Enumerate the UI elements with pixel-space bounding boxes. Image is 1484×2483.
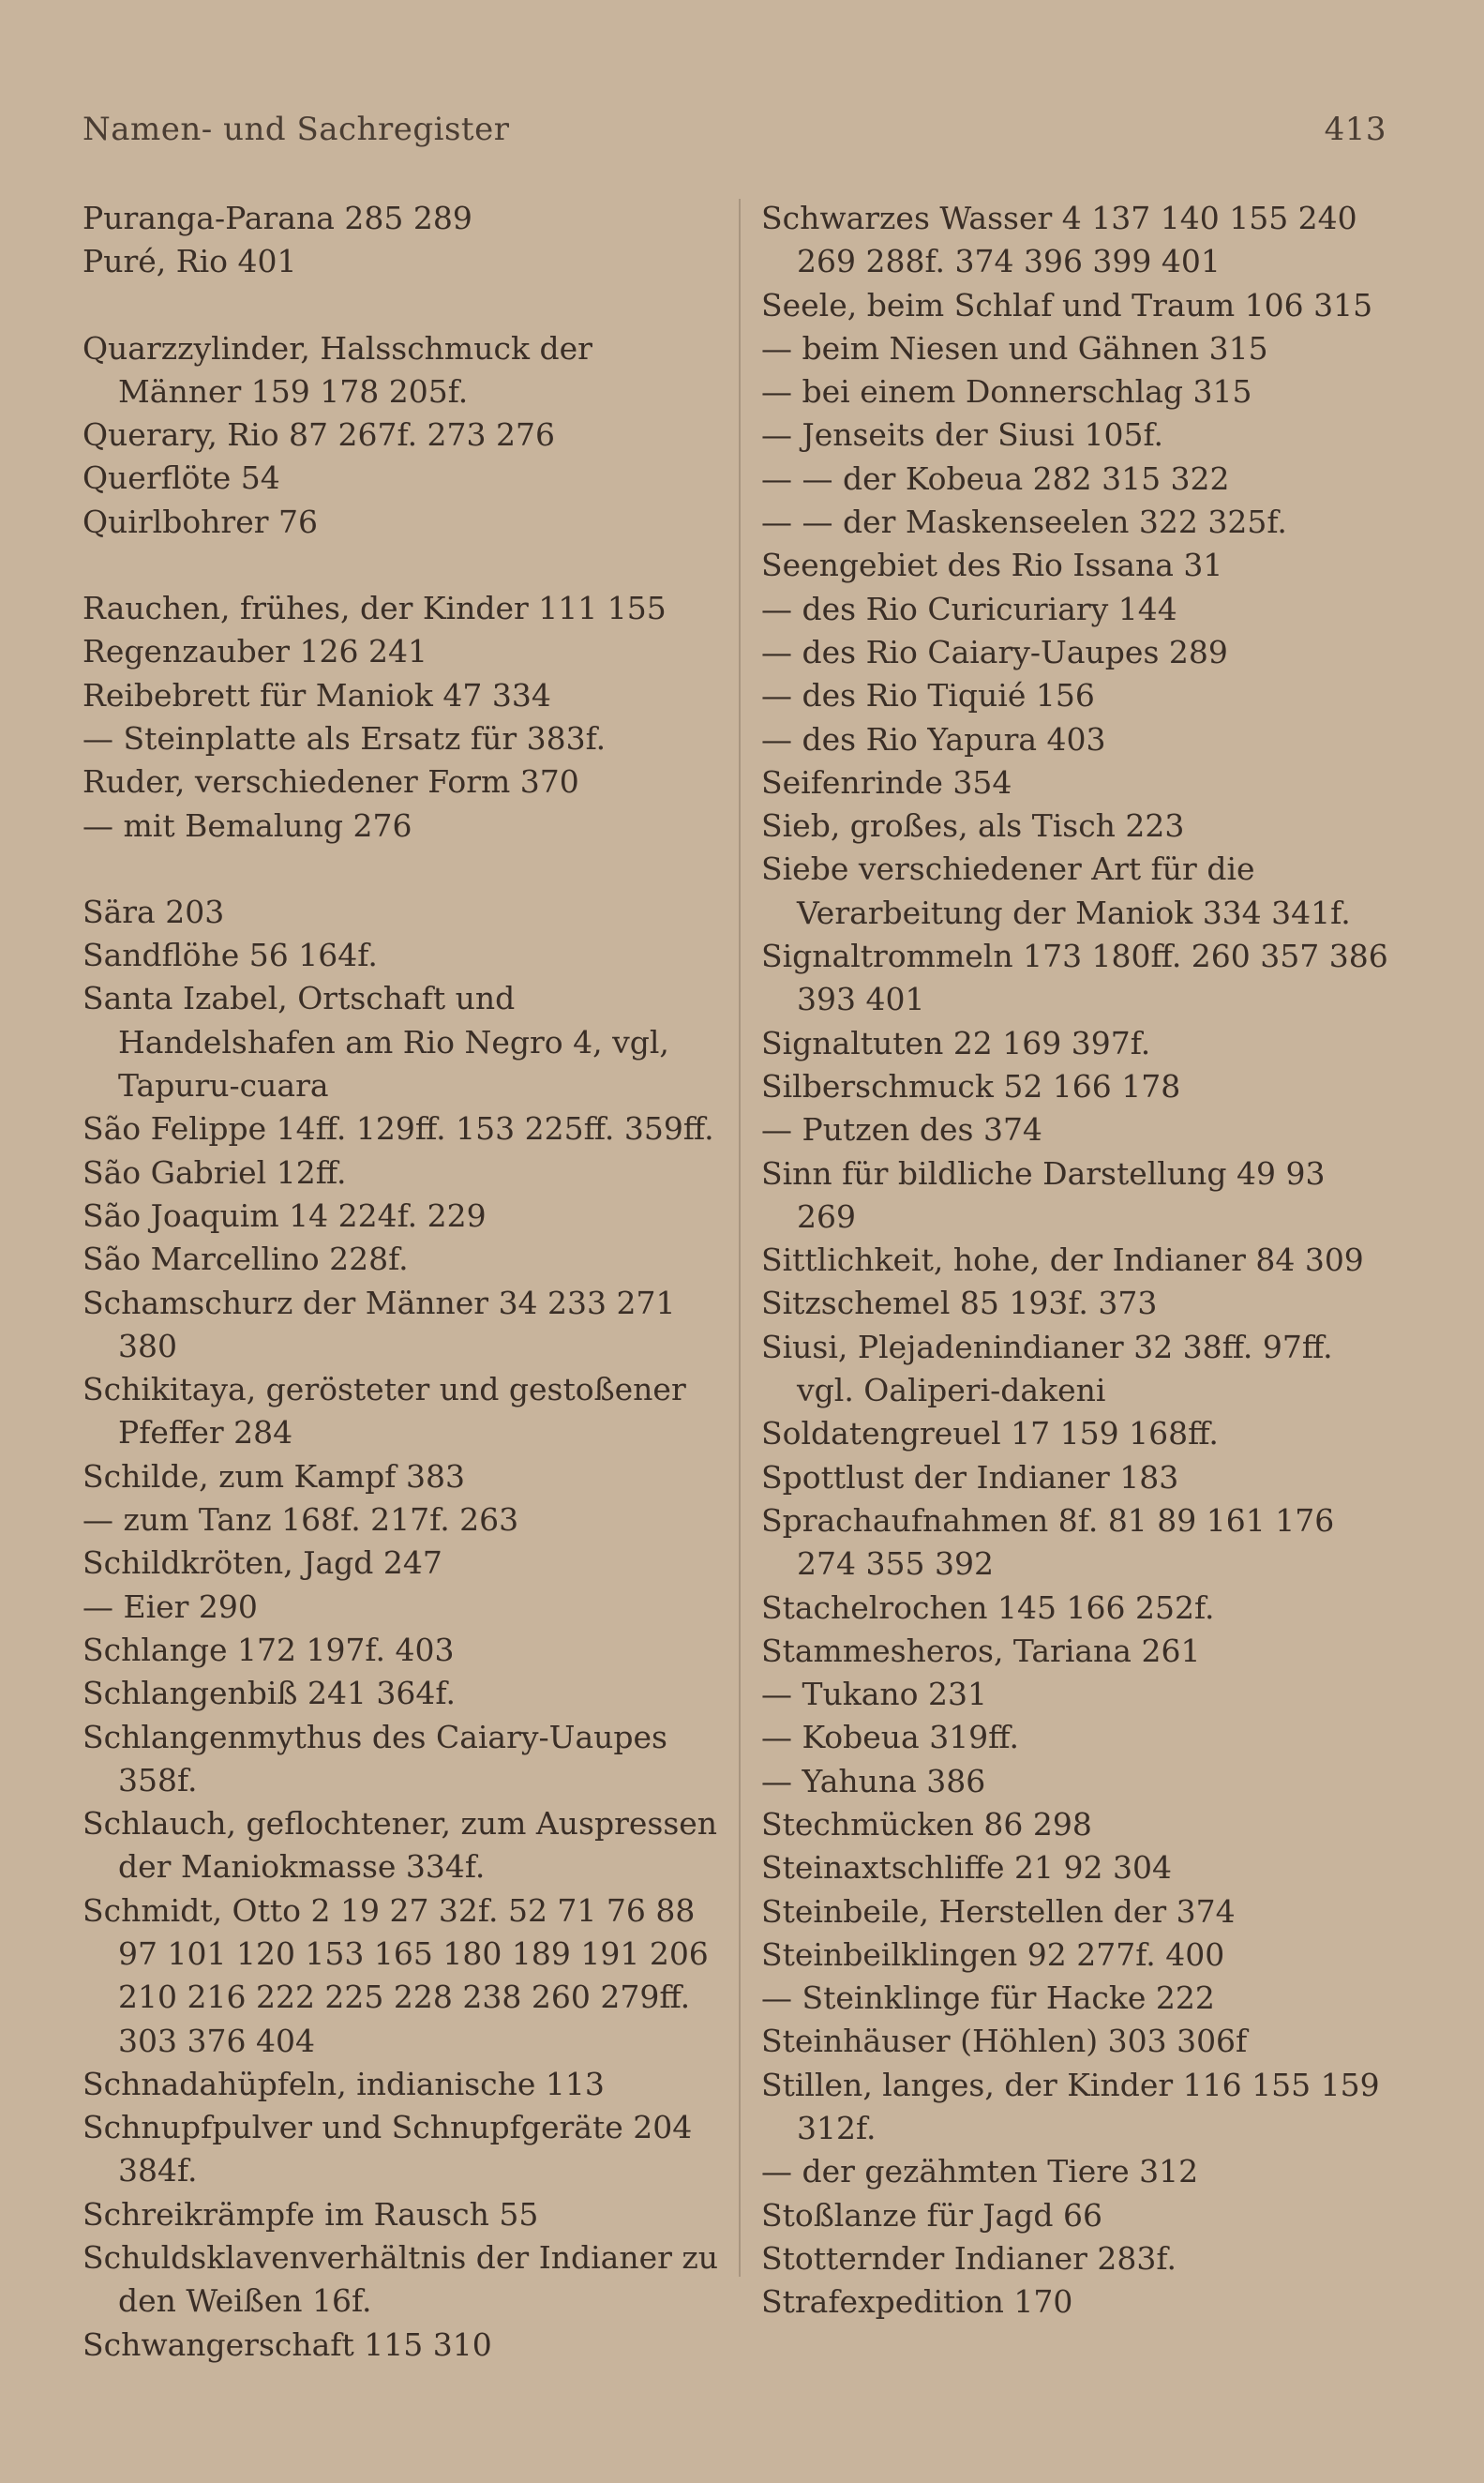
index-entry: — — der Maskenseelen 322 325f. [761, 504, 1287, 541]
index-entry: Rauchen, frühes, der Kinder 111 155 [82, 590, 667, 627]
index-entry: — des Rio Curicuriary 144 [761, 590, 1177, 627]
index-entry: Schuldsklavenverhältnis der Indianer zu den Weißen 16f. [82, 2239, 719, 2320]
index-entry: Sieb, großes, als Tisch 223 [761, 807, 1185, 845]
index-entry: Reibebrett für Maniok 47 334 [82, 676, 551, 714]
index-entry: Siusi, Plejadenindianer 32 38ff. 97ff. vgl. Oaliperi-dakeni [761, 1328, 1333, 1409]
index-entry: Schreikrämpfe im Rausch 55 [82, 2195, 539, 2233]
index-entry: Stotternder Indianer 283f. [761, 2239, 1177, 2277]
index-entry: Schamschurz der Männer 34 233 271 380 [82, 1284, 676, 1364]
index-entry: Quirlbohrer 76 [82, 503, 318, 540]
index-entry: Signaltrommeln 173 180ff. 260 357 386 393 401 [761, 938, 1388, 1018]
index-entry: Soldatengreuel 17 159 168ff. [761, 1415, 1219, 1452]
index-entry: Sitzschemel 85 193f. 373 [761, 1285, 1158, 1322]
index-entry: Seele, beim Schlaf und Traum 106 315 [761, 286, 1373, 324]
index-entry: Seengebiet des Rio Issana 31 [761, 547, 1223, 584]
index-entry: Quarzzylinder, Halsschmuck der Männer 159 178 205f. [82, 329, 592, 410]
index-entry: Schildkröten, Jagd 247 [82, 1544, 442, 1582]
index-entry: Siebe verschiedener Art für die Verarbeitung der Maniok 334 341f. [761, 850, 1351, 931]
index-entry: Stachelrochen 145 166 252f. [761, 1588, 1215, 1626]
index-entry: Schlange 172 197f. 403 [82, 1631, 455, 1668]
index-entry: Schnupfpulver und Schnupfgeräte 204 384f. [82, 2109, 693, 2190]
index-entry: — — der Kobeua 282 315 322 [761, 459, 1230, 497]
index-entry: Ruder, verschiedener Form 370 [82, 763, 579, 801]
index-entry: Spottlust der Indianer 183 [761, 1458, 1179, 1496]
index-entry: Signaltuten 22 169 397f. [761, 1024, 1151, 1061]
page-number: 413 [1324, 111, 1387, 148]
index-entry: Stillen, langes, der Kinder 116 155 159 312f. [761, 2066, 1380, 2147]
page-header [82, 111, 1387, 148]
index-entry: — des Rio Caiary-Uaupes 289 [761, 633, 1228, 670]
index-entry: Puré, Rio 401 [82, 243, 297, 280]
section-gap [82, 284, 720, 327]
index-entry: — zum Tanz 168f. 217f. 263 [82, 1501, 519, 1539]
running-title: Namen- und Sachregister [82, 111, 510, 148]
index-entry: — der gezähmten Tiere 312 [761, 2153, 1199, 2190]
index-entry: — Steinklinge für Hacke 222 [761, 1979, 1215, 2017]
index-entry: — Putzen des 374 [761, 1111, 1042, 1149]
index-entry: Silberschmuck 52 166 178 [761, 1067, 1181, 1105]
index-entry: Sprachaufnahmen 8f. 81 89 161 176 274 355 392 [761, 1501, 1335, 1583]
index-entry: — Kobeua 319ff. [761, 1719, 1019, 1756]
index-entry: — Steinplatte als Ersatz für 383f. [82, 719, 607, 757]
section-gap [82, 848, 720, 891]
index-entry: Puranga-Parana 285 289 [82, 200, 472, 236]
index-entry: — des Rio Tiquié 156 [761, 677, 1095, 715]
index-entry: São Joaquim 14 224f. 229 [82, 1196, 487, 1234]
index-entry: Schwangerschaft 115 310 [82, 2325, 492, 2363]
index-entry: Schnadahüpfeln, indianische 113 [82, 2065, 605, 2102]
index-entry: Santa Izabel, Ortschaft und Handelshafen am Rio Negro 4, vgl, Tapuru-cuara [82, 980, 669, 1105]
index-column-left [82, 197, 720, 2367]
column-divider [739, 199, 741, 2277]
index-entry: — beim Niesen und Gähnen 315 [761, 329, 1268, 367]
index-entry: — bei einem Donnerschlag 315 [761, 373, 1252, 411]
index-entry: Stechmücken 86 298 [761, 1805, 1092, 1843]
index-entry: Sandflöhe 56 164f. [82, 937, 378, 974]
index-entry: Regenzauber 126 241 [82, 633, 427, 670]
index-entry: São Marcellino 228f. [82, 1241, 409, 1278]
index-entry: Sinn für bildliche Darstellung 49 93 269 [761, 1154, 1326, 1235]
index-entry: Schilde, zum Kampf 383 [82, 1457, 465, 1495]
index-entry: — des Rio Yapura 403 [761, 720, 1106, 758]
index-entry: São Felippe 14ff. 129ff. 153 225ff. 359ff. [82, 1110, 714, 1148]
index-entry: Sära 203 [82, 893, 225, 930]
index-entry: Steinbeile, Herstellen der 374 [761, 1892, 1236, 1930]
index-entry: São Gabriel 12ff. [82, 1153, 347, 1191]
index-entry: — Tukano 231 [761, 1676, 988, 1713]
index-entry: Querary, Rio 87 267f. 273 276 [82, 416, 556, 454]
index-entry: Querflöte 54 [82, 459, 280, 497]
index-entry: — Eier 290 [82, 1588, 258, 1625]
index-entry: Strafexpedition 170 [761, 2283, 1073, 2321]
index-entry: Schlangenmythus des Caiary-Uaupes 358f. [82, 1718, 667, 1798]
index-entry: Seifenrinde 354 [761, 763, 1012, 801]
index-entry: Schlauch, geflochtener, zum Auspressen der Maniokmasse 334f. [82, 1805, 718, 1886]
index-entry: Steinbeilklingen 92 277f. 400 [761, 1935, 1225, 1973]
index-entry: Steinhäuser (Höhlen) 303 306f [761, 2023, 1248, 2060]
index-entry: Stammesheros, Tariana 261 [761, 1632, 1201, 1669]
index-entry: Stoßlanze für Jagd 66 [761, 2196, 1103, 2234]
index-entry: — mit Bemalung 276 [82, 806, 412, 844]
index-entry: Sittlichkeit, hohe, der Indianer 84 309 [761, 1242, 1364, 1279]
index-entry: — Jenseits der Siusi 105f. [761, 416, 1164, 454]
section-gap [82, 544, 720, 587]
index-entry: Schikitaya, gerösteter und gestoßener Pfeffer 284 [82, 1371, 686, 1452]
index-entry: Schwarzes Wasser 4 137 140 155 240 269 288f. 374 396 399 401 [761, 200, 1357, 280]
index-column-right [761, 197, 1391, 2325]
index-entry: Steinaxtschliffe 21 92 304 [761, 1849, 1172, 1887]
index-entry: Schlangenbiß 241 364f. [82, 1675, 456, 1712]
index-entry: — Yahuna 386 [761, 1762, 986, 1799]
index-entry: Schmidt, Otto 2 19 27 32f. 52 71 76 88 97 101 120 153 165 180 189 191 206 210 216 222 225 228 238 260 279ff. 303 376 404 [82, 1891, 709, 2059]
